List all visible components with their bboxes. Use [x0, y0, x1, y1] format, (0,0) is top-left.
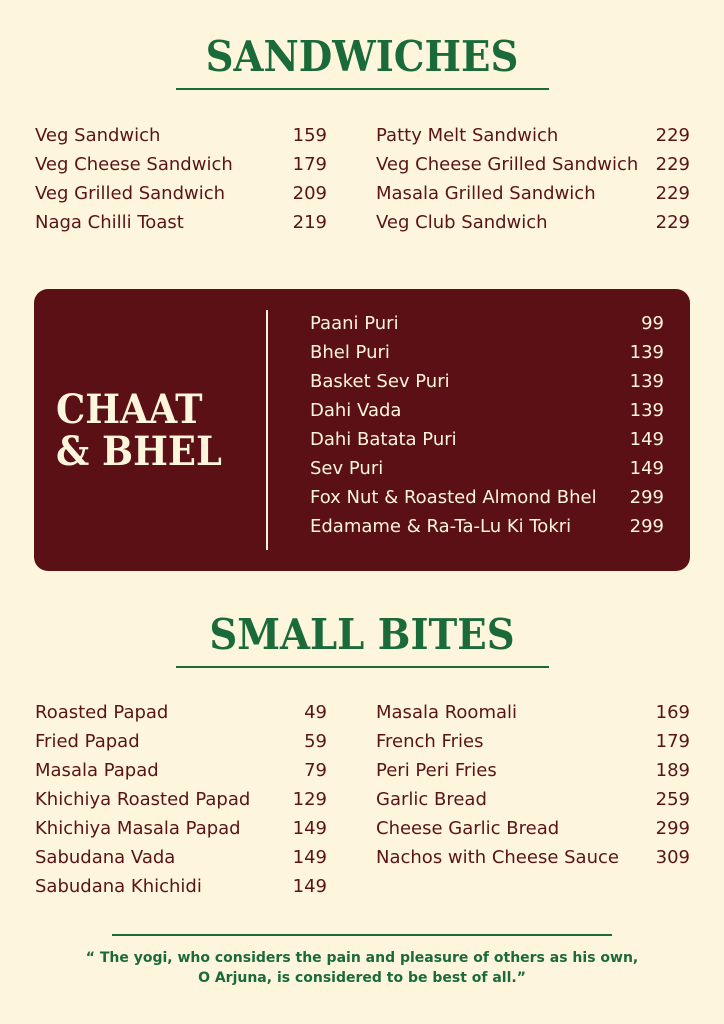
- chaat-bhel-heading: [56, 386, 231, 475]
- item-name: Dahi Vada: [310, 400, 402, 421]
- menu-item: [35, 789, 327, 818]
- menu-item: [35, 125, 327, 154]
- item-name: Basket Sev Puri: [310, 371, 450, 392]
- menu-item: [310, 400, 664, 429]
- menu-item: [35, 731, 327, 760]
- item-price: 49: [304, 702, 327, 723]
- item-price: 219: [292, 212, 327, 233]
- item-name: Sev Puri: [310, 458, 384, 479]
- item-price: 169: [655, 702, 690, 723]
- sandwiches-heading-rule: [176, 88, 549, 90]
- item-name: Veg Cheese Sandwich: [35, 154, 233, 175]
- item-name: Veg Cheese Grilled Sandwich: [376, 154, 639, 175]
- menu-item: [35, 876, 327, 905]
- small-bites-right-list: [376, 702, 690, 876]
- item-name: Dahi Batata Puri: [310, 429, 457, 450]
- item-price: 179: [292, 154, 327, 175]
- small-bites-left-list: [35, 702, 327, 905]
- footer-quote: [0, 948, 724, 988]
- menu-item: [310, 458, 664, 487]
- item-name: Bhel Puri: [310, 342, 390, 363]
- menu-item: [35, 212, 327, 241]
- item-name: Masala Grilled Sandwich: [376, 183, 596, 204]
- menu-item: [376, 731, 690, 760]
- menu-item: [376, 702, 690, 731]
- item-name: Khichiya Roasted Papad: [35, 789, 251, 810]
- item-price: 229: [655, 212, 690, 233]
- item-price: 159: [292, 125, 327, 146]
- menu-item: [376, 183, 690, 212]
- sandwiches-left-list: [35, 125, 327, 241]
- menu-item: [310, 429, 664, 458]
- item-price: 299: [629, 487, 664, 508]
- item-price: 139: [629, 400, 664, 421]
- quote-line-1: “ The yogi, who considers the pain and pleasure of others as his own,: [85, 950, 639, 966]
- sandwiches-heading: SANDWICHES: [205, 32, 519, 81]
- menu-item: [310, 313, 664, 342]
- item-name: Sabudana Vada: [35, 847, 176, 868]
- item-price: 209: [292, 183, 327, 204]
- item-price: 139: [629, 371, 664, 392]
- menu-item: [35, 183, 327, 212]
- item-price: 149: [292, 818, 327, 839]
- menu-item: [376, 847, 690, 876]
- menu-item: [376, 760, 690, 789]
- small-bites-heading: SMALL BITES: [209, 610, 515, 659]
- small-bites-heading-rule: [176, 666, 549, 668]
- menu-item: [35, 818, 327, 847]
- item-name: Patty Melt Sandwich: [376, 125, 559, 146]
- menu-item: [376, 154, 690, 183]
- item-name: Veg Club Sandwich: [376, 212, 548, 233]
- item-price: 149: [629, 429, 664, 450]
- item-price: 59: [304, 731, 327, 752]
- item-name: Masala Papad: [35, 760, 159, 781]
- menu-item: [35, 847, 327, 876]
- menu-item: [376, 125, 690, 154]
- menu-item: [376, 212, 690, 241]
- item-name: Veg Grilled Sandwich: [35, 183, 226, 204]
- item-price: 99: [641, 313, 664, 334]
- chaat-heading-line1: CHAAT: [56, 386, 203, 433]
- item-name: Paani Puri: [310, 313, 399, 334]
- item-name: Naga Chilli Toast: [35, 212, 184, 233]
- item-name: Fox Nut & Roasted Almond Bhel: [310, 487, 597, 508]
- menu-item: [376, 818, 690, 847]
- menu-item: [35, 760, 327, 789]
- item-name: French Fries: [376, 731, 484, 752]
- menu-item: [310, 516, 664, 545]
- chaat-list: [310, 313, 664, 545]
- item-name: Garlic Bread: [376, 789, 487, 810]
- item-name: Veg Sandwich: [35, 125, 161, 146]
- item-name: Roasted Papad: [35, 702, 169, 723]
- item-name: Nachos with Cheese Sauce: [376, 847, 619, 868]
- chaat-divider: [266, 310, 268, 550]
- item-price: 129: [292, 789, 327, 810]
- item-price: 149: [629, 458, 664, 479]
- item-price: 309: [655, 847, 690, 868]
- item-name: Sabudana Khichidi: [35, 876, 202, 897]
- footer-rule: [112, 934, 612, 936]
- item-name: Masala Roomali: [376, 702, 518, 723]
- item-name: Edamame & Ra-Ta-Lu Ki Tokri: [310, 516, 572, 537]
- item-name: Khichiya Masala Papad: [35, 818, 241, 839]
- item-price: 149: [292, 876, 327, 897]
- item-price: 189: [655, 760, 690, 781]
- menu-item: [376, 789, 690, 818]
- item-price: 229: [655, 154, 690, 175]
- menu-item: [35, 154, 327, 183]
- item-price: 299: [655, 818, 690, 839]
- item-price: 259: [655, 789, 690, 810]
- menu-item: [310, 371, 664, 400]
- item-price: 139: [629, 342, 664, 363]
- item-price: 229: [655, 183, 690, 204]
- menu-item: [310, 342, 664, 371]
- item-price: 149: [292, 847, 327, 868]
- chaat-bhel-panel: [34, 289, 690, 571]
- item-name: Peri Peri Fries: [376, 760, 497, 781]
- item-name: Cheese Garlic Bread: [376, 818, 560, 839]
- menu-item: [35, 702, 327, 731]
- sandwiches-right-list: [376, 125, 690, 241]
- item-name: Fried Papad: [35, 731, 140, 752]
- item-price: 79: [304, 760, 327, 781]
- item-price: 229: [655, 125, 690, 146]
- quote-line-2: O Arjuna, is considered to be best of all.”: [198, 970, 526, 986]
- item-price: 179: [655, 731, 690, 752]
- menu-item: [310, 487, 664, 516]
- item-price: 299: [629, 516, 664, 537]
- chaat-heading-line2: & BHEL: [56, 428, 222, 475]
